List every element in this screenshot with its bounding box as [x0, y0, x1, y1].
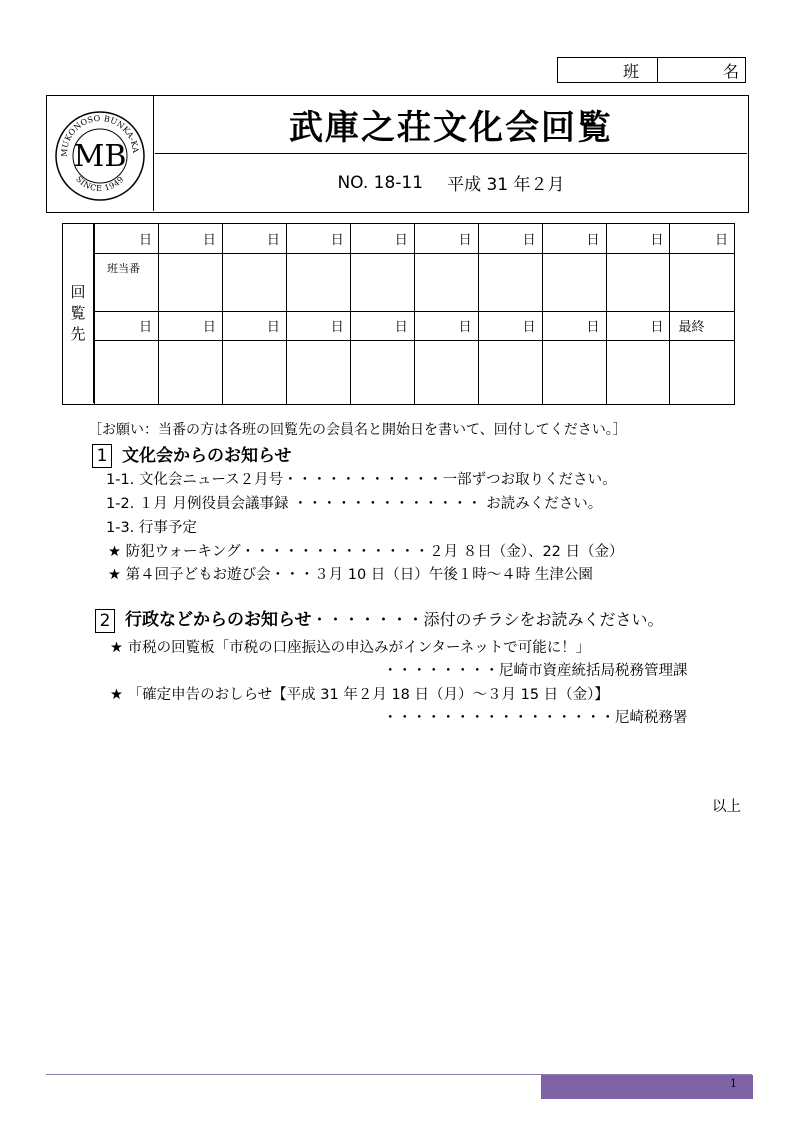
- circulation-label: 回 覧 先: [63, 224, 94, 403]
- svg-text:SINCE 1949: [74, 175, 126, 194]
- request-note: ［お願い：当番の方は各班の回覧先の会員名と開始日を書いて、回付してください。］: [88, 422, 627, 438]
- section1-item: 1-3. 行事予定: [106, 520, 197, 536]
- circulation-table: [62, 223, 735, 405]
- han-name-box: [557, 57, 746, 83]
- section2-title: 行政などからのお知らせ: [125, 610, 312, 630]
- section1-title: 文化会からのお知らせ: [122, 446, 292, 466]
- notice-item: ★ 「確定申告のおしらせ【平成 31 年２月 18 日（月）～３月 15 日（金）】: [110, 687, 609, 703]
- section1-item: 1-2. １月 月例役員会議事録 ・・・・・・・・・・・・・ お読みください。: [106, 496, 603, 512]
- notice-source: ・・・・・・・・尼崎市資産統括局税務管理課: [383, 663, 688, 679]
- closing-text: 以上: [712, 799, 741, 815]
- logo-ring-top: MUKONOSO BUNKA-KA: [59, 113, 141, 157]
- section2-number: 2: [95, 609, 115, 633]
- mb-logo-seal: [47, 96, 153, 211]
- section2-title-suffix: ・・・・・・・添付のチラシをお読みください。: [311, 610, 664, 629]
- logo-cell: [47, 96, 154, 211]
- event-item: ★ 第４回子どもお遊び会・・・３月 10 日（日）午後１時～４時 生津公園: [108, 567, 593, 583]
- notice-source: ・・・・・・・・・・・・・・・・尼崎税務署: [383, 710, 688, 726]
- issue-date: 平成 31 年２月: [447, 175, 565, 195]
- logo-ring-bottom: SINCE 1949: [74, 174, 126, 194]
- event-item: ★ 防犯ウォーキング・・・・・・・・・・・・・２月 ８日（金）、22 日（金）: [108, 544, 624, 560]
- circulation-grid: [94, 224, 734, 404]
- date-row-1: 日 日 日 日 日 日 日 日 日 日: [95, 224, 735, 253]
- footer-bar: [541, 1075, 753, 1099]
- page-title: 武庫之荘文化会回覧: [155, 96, 747, 154]
- final-label: 最終: [670, 311, 734, 340]
- page-number: 1: [730, 1077, 737, 1090]
- han-label: 班: [558, 58, 658, 82]
- member-row-1: [95, 253, 735, 311]
- date-row-2: 日 日 日 日 日 日 日 日 日 最終: [95, 311, 735, 340]
- name-label: 名: [722, 61, 739, 81]
- section1-heading: [92, 441, 292, 468]
- logo-monogram: MB: [73, 139, 127, 174]
- notice-item: ★ 市税の回覧板「市税の口座振込の申込みがインターネットで可能に！」: [110, 640, 591, 656]
- section2-heading: [95, 605, 664, 633]
- issue-number: NO. 18-11: [337, 172, 424, 193]
- issue-info: [155, 154, 747, 211]
- header-box: [46, 95, 749, 213]
- han-duty-note: 班当番: [107, 261, 140, 275]
- section1-number: 1: [92, 444, 112, 468]
- member-row-2: [95, 340, 735, 404]
- section1-item: 1-1. 文化会ニュース２月号・・・・・・・・・・・一部ずつお取りください。: [106, 472, 617, 488]
